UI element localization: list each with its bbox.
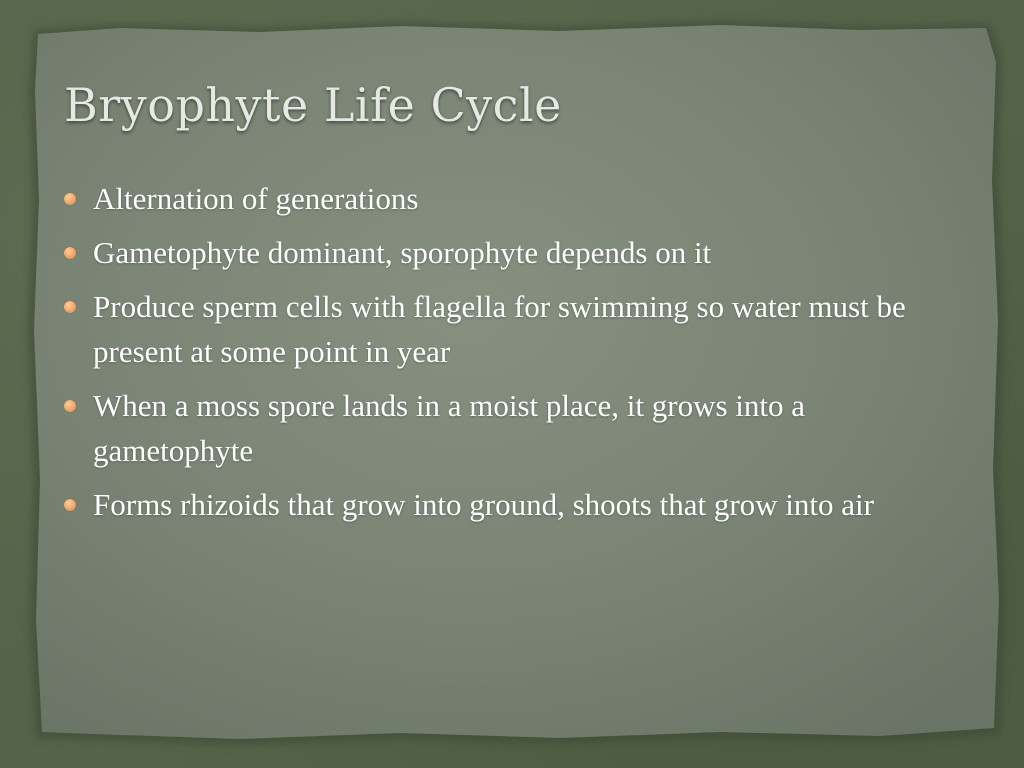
bullet-item — [62, 230, 922, 275]
bullet-text: Gametophyte dominant, sporophyte depends on it — [93, 235, 712, 270]
slide-title: Bryophyte Life Cycle — [64, 78, 562, 132]
bullet-text: Alternation of generations — [93, 181, 419, 216]
bullet-dot-icon — [64, 247, 76, 259]
bullet-text: When a moss spore lands in a moist place, it grows into a gametophyte — [93, 388, 806, 468]
bullet-item — [62, 176, 922, 221]
bullet-item — [62, 383, 922, 473]
bullet-list — [62, 176, 922, 536]
bullet-dot-icon — [64, 301, 76, 313]
bullet-dot-icon — [64, 499, 76, 511]
bullet-dot-icon — [64, 193, 76, 205]
bullet-item — [62, 482, 922, 527]
bullet-text: Forms rhizoids that grow into ground, shoots that grow into air — [93, 487, 874, 522]
bullet-dot-icon — [64, 400, 76, 412]
bullet-text: Produce sperm cells with flagella for swimming so water must be present at some point in year — [93, 289, 906, 369]
bullet-item — [62, 284, 922, 374]
